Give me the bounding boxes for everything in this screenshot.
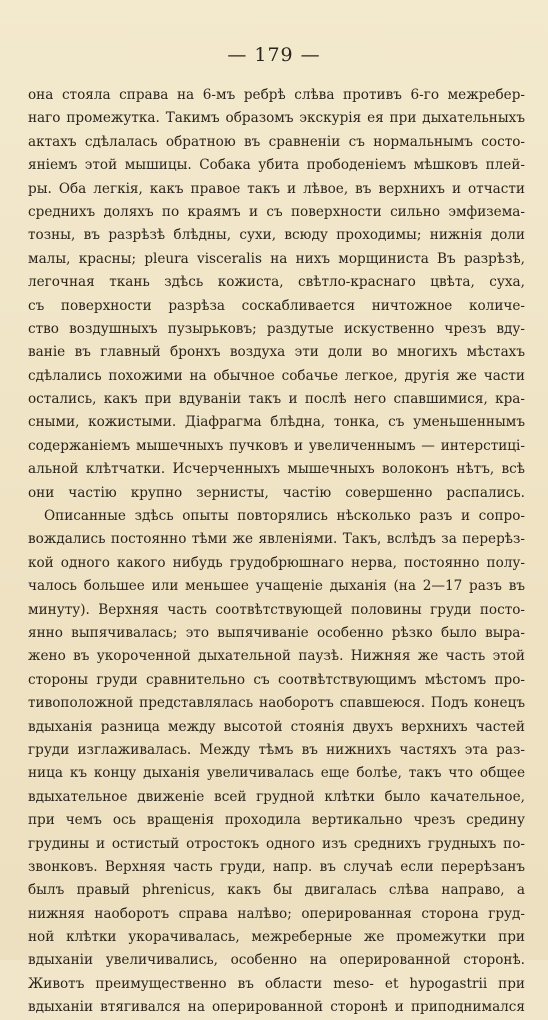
text-line: жено въ укороченной дыхательной паузѣ. Нижняя же часть этой	[28, 648, 525, 665]
text-line: актахъ сдѣлалась обратною въ сравненіи съ нормальнымъ состо-	[28, 133, 525, 150]
text-line: тивоположной представлялась наоборотъ спавшеюся. Подъ конецъ	[28, 695, 525, 712]
text-line: они частію крупно зернисты, частію совершенно распались.	[28, 484, 525, 501]
text-line: ваніе въ главный бронхъ воздуха эти доли во многихъ мѣстахъ	[28, 344, 525, 361]
text-line: нижняя наоборотъ справа налѣво; оперированная сторона груд-	[28, 905, 525, 922]
text-line: ры. Оба легкія, какъ правое такъ и лѣвое, въ верхнихъ и отчасти	[28, 180, 525, 197]
text-line: наго промежутка. Такимъ образомъ экскурія ея при дыхательныхъ	[28, 110, 525, 127]
body-text	[28, 84, 525, 1020]
text-line: среднихъ доляхъ по краямъ и съ поверхности сильно эмфизема-	[28, 203, 525, 220]
text-line: кой одного какого нибудь грудобрюшнаго нерва, постоянно полу-	[28, 554, 525, 571]
text-line: содержаніемъ мышечныхъ пучковъ и увеличеннымъ — интерстиці-	[28, 437, 525, 454]
text-line: легочная ткань здѣсь кожиста, свѣтло-краснаго цвѣта, суха,	[28, 274, 525, 291]
text-line: стороны груди сравнительно съ соотвѣтствующимъ мѣстомъ про-	[28, 671, 525, 688]
text-line: вдыханіи втягивался на оперированной сторонѣ и приподнимался	[28, 999, 525, 1016]
text-line: ница къ концу дыханія увеличивалась еще болѣе, такъ что общее	[28, 765, 525, 782]
text-line: съ поверхности разрѣза соскабливается ничтожное количе-	[28, 297, 525, 314]
text-line: ной клѣтки укорачивалась, межреберные же промежутки при	[28, 929, 525, 946]
text-line: при чемъ ось вращенія проходила вертикально чрезъ средину	[28, 812, 525, 829]
text-line: она стояла справа на 6-мъ ребрѣ слѣва противъ 6-го межребер-	[28, 87, 525, 103]
page-number: — 179 —	[227, 44, 321, 66]
text-line: малы, красны; pleura visceralis на нихъ морщиниста Въ разрѣзѣ,	[28, 250, 525, 267]
text-line: Описанные здѣсь опыты повторялись нѣсколько разъ и сопро-	[44, 508, 525, 525]
text-line: минуту). Верхняя часть соотвѣтствующей половины груди посто-	[28, 601, 525, 618]
text-line: грудины и остистый отростокъ одного изъ среднихъ грудныхъ по-	[28, 835, 525, 852]
text-line: остались, какъ при вдуваніи такъ и послѣ него спавшимися, кра-	[28, 391, 525, 408]
text-line: былъ правый phrenicus, какъ бы двигалась слѣва направо, а	[28, 882, 525, 899]
text-line: сдѣлались похожими на обычное собачье легкое, другія же части	[28, 367, 525, 384]
text-line: чалось большее или меньшее учащеніе дыханія (на 2—17 разъ въ	[28, 578, 525, 595]
text-line: вождались постоянно тѣми же явленіями. Такъ, вслѣдъ за перерѣз-	[28, 531, 525, 548]
text-line: звонковъ. Верхняя часть груди, напр. въ случаѣ если перерѣзанъ	[28, 858, 525, 875]
text-line: вдыханія разница между высотой стоянія двухъ верхнихъ частей	[28, 718, 525, 735]
text-line: вдыханіи увеличивались, особенно на оперированной сторонѣ.	[28, 952, 525, 969]
text-line: тозны, въ разрѣзѣ блѣдны, сухи, всюду проходимы; нижнія доли	[28, 227, 525, 244]
text-line: сными, кожистыми. Діафрагма блѣдна, тонка, съ уменьшеннымъ	[28, 414, 525, 431]
text-line: ство воздушныхъ пузырьковъ; раздутые искуственно чрезъ вду-	[28, 320, 525, 337]
text-line: груди изглаживалась. Между тѣмъ въ нижнихъ частяхъ эта раз-	[28, 741, 525, 758]
text-line: альной клѣтчатки. Исчерченныхъ мышечныхъ волоконъ нѣтъ, всѣ	[28, 461, 525, 478]
text-line: вдыхательное движеніе всей грудной клѣтки было качательное,	[28, 788, 525, 805]
text-line: яніемъ этой мышицы. Собака убита прободеніемъ мѣшковъ плей-	[28, 157, 525, 174]
text-line: янно выпячивалась; это выпячиваніе особенно рѣзко было выра-	[28, 624, 525, 641]
text-line: Животъ преимущественно въ области meso- et hypogastrii при	[28, 975, 525, 992]
